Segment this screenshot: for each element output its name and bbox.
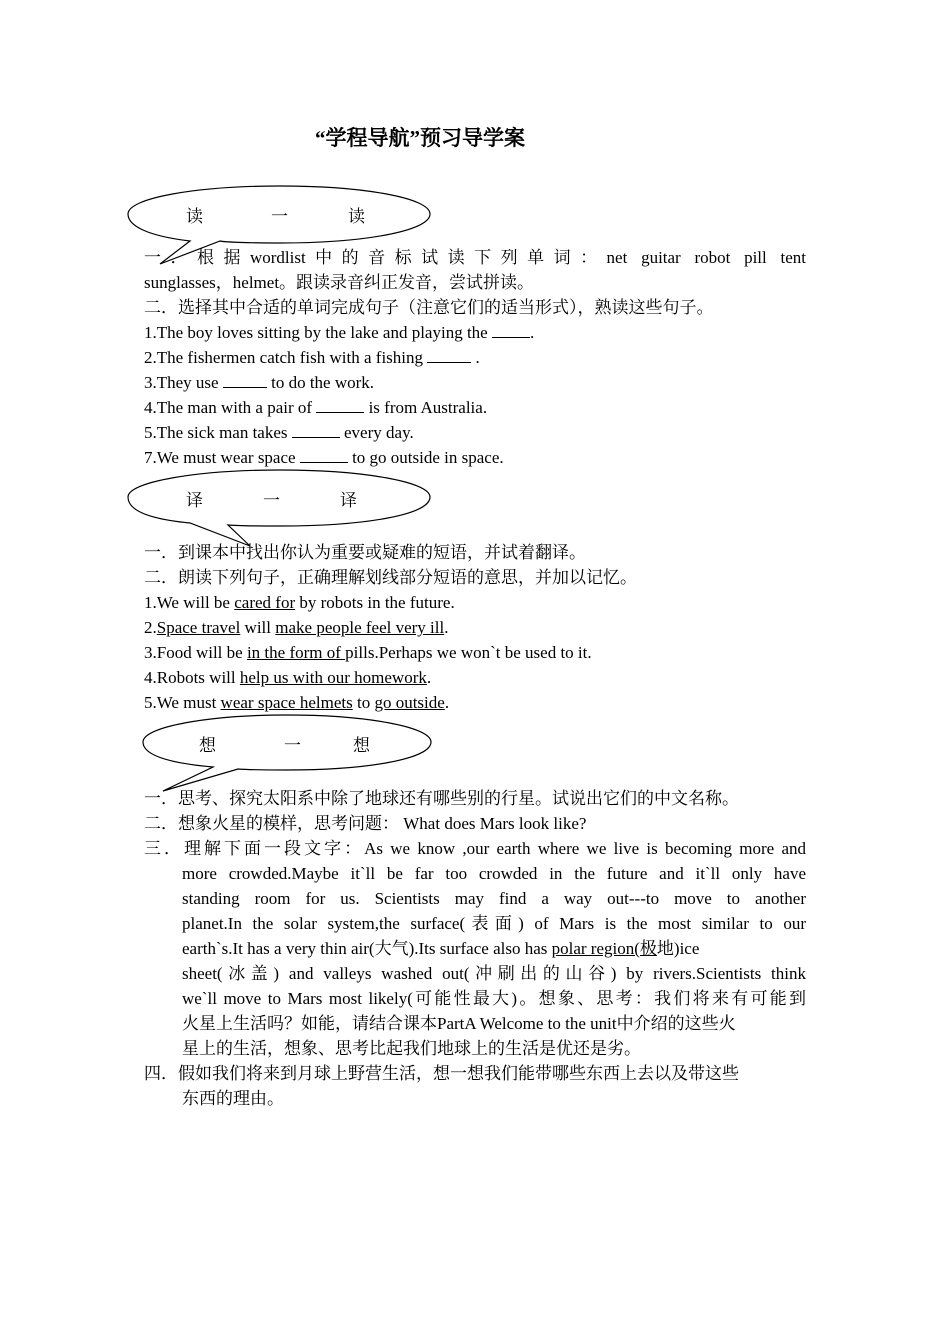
- underlined-phrase: polar region(极: [551, 939, 657, 958]
- passage-line-7: we`ll move to Mars most likely(可能性最大)。想象、思考：我们将来有可能到: [182, 989, 806, 1008]
- sentence-3: 3.They use to do the work.: [144, 373, 375, 392]
- passage-line-3: standing room for us. Scientists may find a way out---to move to another: [182, 889, 806, 908]
- think-label-3: 想: [353, 736, 370, 755]
- phrase-sentence-5: 5.We must wear space helmets to go outside.: [144, 693, 450, 712]
- underlined-phrase: Space travel: [156, 618, 241, 637]
- passage-line-1: 三．理解下面一段文字：As we know ,our earth where we live is becoming more and: [144, 839, 806, 858]
- think-label-1: 想: [199, 736, 216, 755]
- think-question-4: 四．假如我们将来到月球上野营生活，想一想我们能带哪些东西上去以及带这些: [144, 1064, 739, 1083]
- phrase-sentence-1: 1.We will be cared for by robots in the future.: [144, 593, 455, 612]
- passage-line-4: planet.In the solar system,the surface(表面) of Mars is the most similar to our: [182, 914, 806, 933]
- sentence-4: 4.The man with a pair of is from Australia.: [144, 398, 488, 417]
- speech-bubble-shape: [128, 470, 432, 550]
- passage-line-6: sheet(冰盖) and valleys washed out(冲刷出的山谷) by rivers.Scientists think: [182, 964, 806, 983]
- passage-line-9: 星上的生活，想象、思考比起我们地球上的生活是优还是劣。: [182, 1039, 641, 1058]
- translate-section-bubble: [128, 470, 432, 550]
- read-label-2: 一: [271, 207, 288, 226]
- translate-instruction-1: 一．到课本中找出你认为重要或疑难的短语，并试着翻译。: [144, 543, 586, 562]
- passage-line-8: 火星上生活吗？如能，请结合课本PartA Welcome to the unit中介绍的这些火: [182, 1014, 736, 1033]
- underlined-phrase: in the form of: [246, 643, 346, 662]
- think-section-bubble: [143, 715, 433, 795]
- sentence-1: 1.The boy loves sitting by the lake and playing the .: [144, 323, 535, 342]
- read-label-3: 读: [348, 207, 365, 226]
- answer-blank[interactable]: [292, 423, 340, 438]
- underlined-phrase: go outside: [374, 693, 445, 712]
- read-instruction-2: 二．选择其中合适的单词完成句子（注意它们的适当形式），熟读这些句子。: [144, 298, 714, 317]
- underlined-phrase: make people feel very ill: [275, 618, 445, 637]
- translate-label-1: 译: [186, 491, 203, 510]
- answer-blank[interactable]: [492, 323, 530, 338]
- answer-blank[interactable]: [316, 398, 364, 413]
- think-question-4-cont: 东西的理由。: [182, 1089, 284, 1108]
- answer-blank[interactable]: [300, 448, 348, 463]
- think-question-1: 一．思考、探究太阳系中除了地球还有哪些别的行星。试说出它们的中文名称。: [144, 789, 739, 808]
- phrase-sentence-2: 2.Space travel will make people feel very ill.: [144, 618, 449, 637]
- page-title: “学程导航”预习导学案: [315, 126, 525, 150]
- underlined-phrase: cared for: [234, 593, 296, 612]
- sentence-7: 7.We must wear space to go outside in space.: [144, 448, 504, 467]
- phrase-sentence-4: 4.Robots will help us with our homework.: [144, 668, 432, 687]
- passage-line-5: earth`s.It has a very thin air(大气).Its surface also has polar region(极地)ice: [182, 939, 700, 958]
- think-label-2: 一: [284, 736, 301, 755]
- answer-blank[interactable]: [427, 348, 471, 363]
- translate-instruction-2: 二．朗读下列句子，正确理解划线部分短语的意思，并加以记忆。: [144, 568, 637, 587]
- sentence-2: 2.The fishermen catch fish with a fishing .: [144, 348, 480, 367]
- translate-label-3: 译: [340, 491, 357, 510]
- read-label-1: 读: [186, 207, 203, 226]
- sentence-5: 5.The sick man takes every day.: [144, 423, 414, 442]
- read-instruction-1: 一．根据wordlist中的音标试读下列单词：net guitar robot pill tent: [144, 248, 806, 267]
- phrase-sentence-3: 3.Food will be in the form of pills.Perhaps we won`t be used to it.: [144, 643, 592, 662]
- translate-label-2: 一: [263, 491, 280, 510]
- underlined-phrase: help us with our homework: [239, 668, 427, 687]
- read-instruction-1-cont: sunglasses，helmet。跟读录音纠正发音，尝试拼读。: [144, 273, 535, 292]
- think-question-2: 二．想象火星的模样，思考问题： What does Mars look like?: [144, 814, 587, 833]
- answer-blank[interactable]: [223, 373, 267, 388]
- underlined-phrase: wear space helmets: [220, 693, 353, 712]
- passage-line-2: more crowded.Maybe it`ll be far too crowded in the future and it`ll only have: [182, 864, 806, 883]
